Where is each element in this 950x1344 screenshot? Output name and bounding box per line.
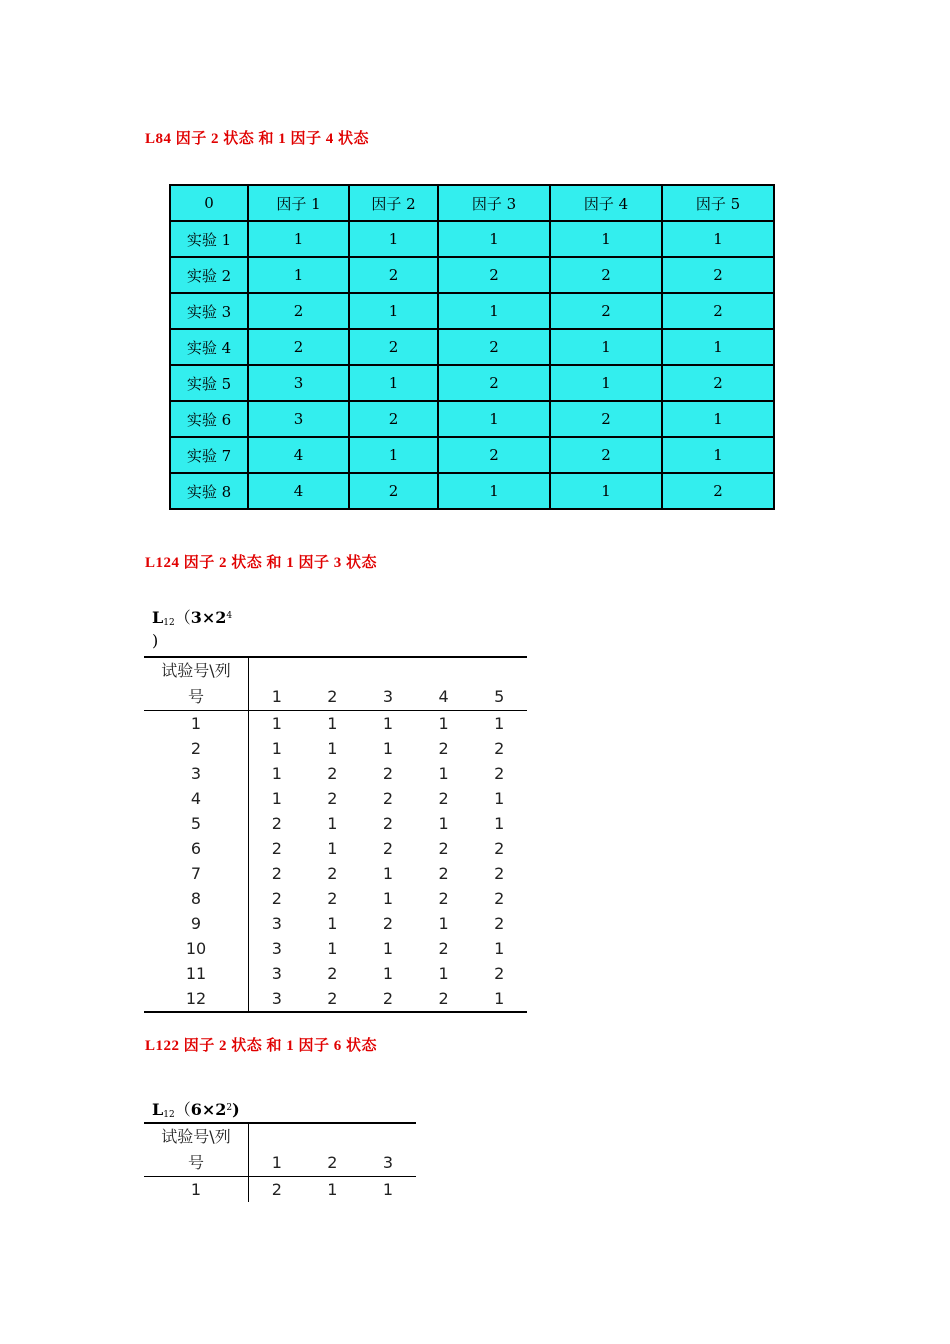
table-row (170, 221, 774, 257)
table-header-cell: 因子 2 (349, 185, 438, 221)
table-row (144, 761, 527, 786)
table-cell: 1 (382, 964, 394, 983)
table-cell: 2 (438, 739, 449, 758)
table-cell: 2 (438, 889, 449, 908)
table-cell: 1 (438, 914, 449, 933)
table-cell: 1 (471, 986, 527, 1012)
table-row (144, 736, 527, 761)
table-cell: 1 (382, 1180, 394, 1199)
section-heading-l8: L84 因子 2 状态 和 1 因子 4 状态 (145, 131, 370, 147)
table-row (144, 911, 527, 936)
table-cell: 2 (438, 437, 550, 473)
column-header-cell: 2 (305, 1123, 361, 1177)
table-cell: 1 (662, 401, 774, 437)
table-cell: 2 (382, 914, 394, 933)
table-row (144, 786, 527, 811)
table-cell: 1 (382, 939, 394, 958)
table-header-cell: 0 (170, 185, 248, 221)
table-cell: 2 (248, 293, 349, 329)
l12-orthogonal-table-b (144, 1122, 416, 1202)
table-cell: 2 (550, 257, 662, 293)
row-header-cell (144, 657, 249, 711)
table-cell: 1 (327, 739, 338, 758)
table-header-cell: 因子 3 (438, 185, 550, 221)
table-cell: 4 (144, 786, 249, 811)
table-cell: 2 (438, 839, 449, 858)
table-row (170, 437, 774, 473)
row-header-cell (144, 1123, 249, 1177)
table-cell: 2 (248, 329, 349, 365)
table-cell: 2 (438, 365, 550, 401)
column-header-cell: 5 (471, 657, 527, 711)
table-cell: 2 (382, 789, 394, 808)
table-row (170, 473, 774, 509)
table-cell: 2 (438, 789, 449, 808)
table-cell: 3 (248, 401, 349, 437)
table-cell: 6 (144, 836, 249, 861)
table-cell: 1 (494, 714, 505, 733)
table-cell: 3 (144, 761, 249, 786)
table-cell: 1 (550, 221, 662, 257)
table-cell: 1 (271, 739, 282, 758)
l8-design-table (169, 184, 775, 510)
table-cell: 2 (271, 839, 282, 858)
table-cell: 2 (271, 814, 282, 833)
table-cell: 1 (349, 365, 438, 401)
table-cell: 2 (327, 864, 338, 883)
column-header-cell: 3 (360, 1123, 416, 1177)
table-row (144, 711, 527, 737)
table-cell: 2 (305, 986, 361, 1012)
table-cell: 7 (144, 861, 249, 886)
table-cell: 实验 3 (170, 293, 248, 329)
table-cell: 3 (271, 939, 282, 958)
table-cell: 1 (144, 711, 249, 737)
table-row (144, 936, 527, 961)
table-cell: 2 (662, 365, 774, 401)
table-cell: 1 (662, 221, 774, 257)
table-cell: 1 (438, 473, 550, 509)
table-row (170, 257, 774, 293)
table-cell: 2 (349, 401, 438, 437)
l12-orthogonal-table-a (144, 656, 527, 1013)
table-header-row (170, 185, 774, 221)
table-cell: 2 (550, 293, 662, 329)
table-cell: 1 (349, 293, 438, 329)
table-cell: 1 (550, 329, 662, 365)
table-cell: 1 (494, 814, 505, 833)
table-cell: 2 (438, 329, 550, 365)
table-cell: 1 (550, 365, 662, 401)
table-row (170, 401, 774, 437)
table-cell: 1 (494, 939, 505, 958)
table-cell: 2 (550, 401, 662, 437)
table-cell: 1 (438, 221, 550, 257)
table-cell: 1 (271, 789, 282, 808)
row-header-line1: 试验号\列 (161, 1127, 231, 1146)
column-header-cell: 1 (249, 657, 305, 711)
table-cell: 1 (248, 257, 349, 293)
table-cell: 2 (494, 914, 505, 933)
table-row (170, 329, 774, 365)
table-cell: 2 (438, 257, 550, 293)
table-cell: 2 (382, 764, 394, 783)
table-cell: 2 (271, 889, 282, 908)
column-header-cell: 1 (249, 1123, 305, 1177)
table-cell: 1 (248, 221, 349, 257)
table-cell: 2 (327, 964, 338, 983)
table-cell: 2 (144, 736, 249, 761)
table-cell: 1 (327, 714, 338, 733)
table-cell: 实验 5 (170, 365, 248, 401)
table-cell: 1 (438, 714, 449, 733)
table-cell: 1 (438, 293, 550, 329)
table-cell: 1 (382, 714, 394, 733)
table-cell: 2 (349, 473, 438, 509)
table-cell: 2 (382, 839, 394, 858)
table-cell: 2 (494, 739, 505, 758)
table-cell: 2 (271, 1180, 282, 1199)
table-cell: 1 (144, 1177, 249, 1203)
table-cell: 1 (662, 437, 774, 473)
table-cell: 2 (662, 257, 774, 293)
table-cell: 1 (438, 401, 550, 437)
section-heading-l12-a: L124 因子 2 状态 和 1 因子 3 状态 (145, 555, 378, 571)
table-cell: 实验 4 (170, 329, 248, 365)
table-cell: 1 (494, 789, 505, 808)
table-cell: 1 (327, 914, 338, 933)
table-header-cell: 因子 1 (248, 185, 349, 221)
table-cell: 1 (382, 739, 394, 758)
table-row (144, 886, 527, 911)
table-row (144, 811, 527, 836)
table-row (170, 365, 774, 401)
table-cell: 2 (360, 986, 416, 1012)
table-cell: 实验 1 (170, 221, 248, 257)
table-cell: 1 (271, 714, 282, 733)
table-cell: 2 (349, 257, 438, 293)
table-cell: 2 (494, 764, 505, 783)
table-cell: 2 (438, 864, 449, 883)
table-cell: 1 (327, 939, 338, 958)
table-cell: 1 (662, 329, 774, 365)
table2-caption: $L_{12}(3\times 2^4$ ) (152, 608, 233, 650)
table-row (144, 836, 527, 861)
table-cell: 3 (249, 986, 305, 1012)
table-cell: 1 (550, 473, 662, 509)
table-cell: 3 (271, 914, 282, 933)
table-cell: 1 (382, 864, 394, 883)
table-cell: 8 (144, 886, 249, 911)
table-cell: 实验 7 (170, 437, 248, 473)
table-cell: 2 (494, 889, 505, 908)
table-cell: 实验 6 (170, 401, 248, 437)
table-cell: 2 (662, 293, 774, 329)
table-cell: 4 (248, 437, 349, 473)
table-row (144, 1177, 416, 1203)
table-cell: 3 (248, 365, 349, 401)
table-cell: 5 (144, 811, 249, 836)
table-cell: 2 (382, 814, 394, 833)
table-row (144, 986, 527, 1012)
table-cell: 2 (271, 864, 282, 883)
table-cell: 11 (144, 961, 249, 986)
table3-caption: $L_{12}(6\times 2^2)$ (152, 1100, 240, 1120)
table-cell: 3 (271, 964, 282, 983)
table-cell: 2 (438, 939, 449, 958)
table-cell: 2 (349, 329, 438, 365)
table-row (144, 961, 527, 986)
table-cell: 1 (327, 1180, 338, 1199)
table-cell: 1 (349, 437, 438, 473)
table-row (170, 293, 774, 329)
table-cell: 2 (416, 986, 472, 1012)
table-cell: 2 (327, 764, 338, 783)
row-header-line2: 号 (187, 1153, 204, 1172)
table-cell: 1 (382, 889, 394, 908)
table-cell: 1 (438, 814, 449, 833)
table-cell: 1 (327, 839, 338, 858)
table-cell: 实验 2 (170, 257, 248, 293)
table-cell: 9 (144, 911, 249, 936)
section-heading-l12-b: L122 因子 2 状态 和 1 因子 6 状态 (145, 1038, 378, 1054)
table-row (144, 861, 527, 886)
table-header-cell: 因子 4 (550, 185, 662, 221)
table-cell: 12 (144, 986, 249, 1012)
table-cell: 2 (550, 437, 662, 473)
table-cell: 2 (327, 889, 338, 908)
table-cell: 1 (327, 814, 338, 833)
row-header-line1: 试验号\列 (161, 661, 231, 680)
table-cell: 2 (494, 964, 505, 983)
column-header-cell: 3 (360, 657, 416, 711)
table-cell: 2 (327, 789, 338, 808)
table-cell: 2 (662, 473, 774, 509)
row-header-line2: 号 (187, 687, 204, 706)
table-cell: 1 (271, 764, 282, 783)
table-cell: 2 (494, 864, 505, 883)
table-cell: 4 (248, 473, 349, 509)
table-cell: 1 (349, 221, 438, 257)
column-header-cell: 4 (416, 657, 472, 711)
table-cell: 1 (438, 764, 449, 783)
table-cell: 实验 8 (170, 473, 248, 509)
table-header-cell: 因子 5 (662, 185, 774, 221)
table-cell: 10 (144, 936, 249, 961)
table-cell: 2 (494, 839, 505, 858)
column-header-cell: 2 (305, 657, 361, 711)
table-cell: 1 (438, 964, 449, 983)
